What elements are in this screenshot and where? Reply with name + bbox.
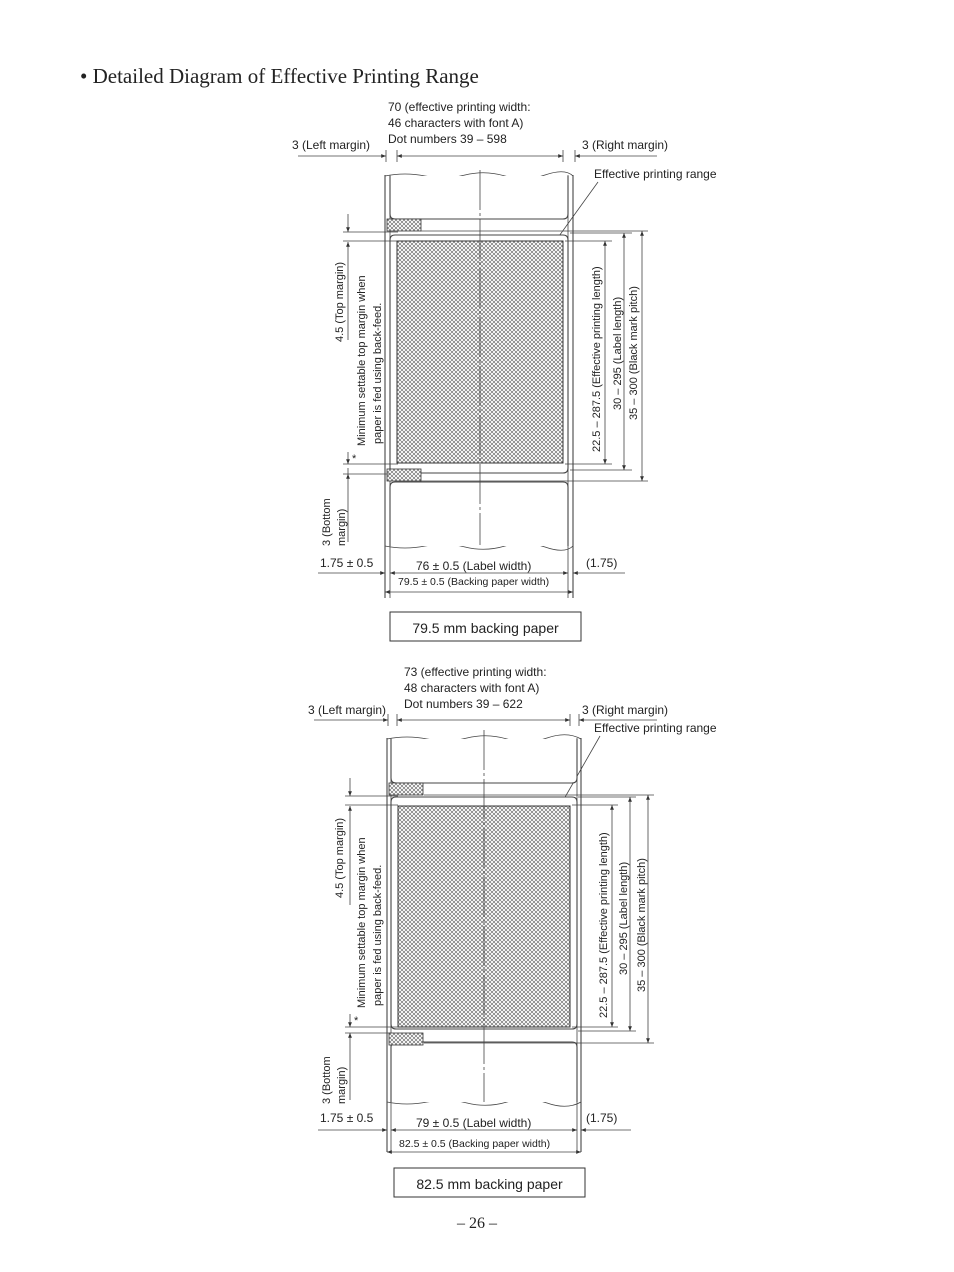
asterisk-mark: * xyxy=(354,1015,359,1027)
width-note-line-2: 46 characters with font A) xyxy=(388,116,524,130)
backing-paper-caption: 79.5 mm backing paper xyxy=(412,620,559,636)
left-margin-label: 3 (Left margin) xyxy=(292,138,371,152)
printing-range-diagram-82-5mm xyxy=(0,655,954,1205)
bottom-margin-line-2: margin) xyxy=(336,1066,348,1104)
asterisk-mark: * xyxy=(352,453,357,465)
width-note-line-3: Dot numbers 39 – 598 xyxy=(388,132,507,146)
effective-length-label: 22.5 – 287.5 (Effective printing length) xyxy=(598,832,610,1018)
effective-range-label: Effective printing range xyxy=(594,721,717,735)
bottom-margin-line-1: 3 (Bottom xyxy=(321,1056,333,1104)
backing-width-label: 82.5 ± 0.5 (Backing paper width) xyxy=(399,1138,551,1150)
label-width-label: 76 ± 0.5 (Label width) xyxy=(416,559,532,573)
top-margin-label: 4.5 (Top margin) xyxy=(334,817,346,898)
black-mark-bottom xyxy=(387,469,421,481)
bottom-margin-line-2: margin) xyxy=(336,508,348,546)
printing-range-diagram-79-5mm xyxy=(0,95,954,655)
left-offset-label: 1.75 ± 0.5 xyxy=(320,1111,374,1125)
label-length-label: 30 – 295 (Label length) xyxy=(612,296,624,410)
right-margin-label: 3 (Right margin) xyxy=(582,703,669,717)
right-offset-label: (1.75) xyxy=(586,1111,618,1125)
min-top-margin-line-2: paper is fed using back-feed. xyxy=(372,302,384,444)
mark-pitch-label: 35 – 300 (Black mark pitch) xyxy=(636,858,648,992)
label-width-label: 79 ± 0.5 (Label width) xyxy=(416,1116,532,1130)
page-title: • Detailed Diagram of Effective Printing Range xyxy=(80,64,479,88)
left-margin-label: 3 (Left margin) xyxy=(308,703,387,717)
label-length-label: 30 – 295 (Label length) xyxy=(618,861,630,975)
backing-width-label: 79.5 ± 0.5 (Backing paper width) xyxy=(398,576,550,588)
left-offset-label: 1.75 ± 0.5 xyxy=(320,556,374,570)
min-top-margin-line-1: Minimum settable top margin when xyxy=(356,275,368,446)
right-offset-label: (1.75) xyxy=(586,556,618,570)
black-mark-top xyxy=(389,783,423,795)
top-margin-label: 4.5 (Top margin) xyxy=(334,261,346,342)
effective-length-label: 22.5 – 287.5 (Effective printing length) xyxy=(591,266,603,452)
bottom-margin-line-1: 3 (Bottom xyxy=(321,498,333,546)
width-note-line-2: 48 characters with font A) xyxy=(404,681,540,695)
black-mark-top xyxy=(387,219,421,231)
right-margin-label: 3 (Right margin) xyxy=(582,138,669,152)
width-note-line-3: Dot numbers 39 – 622 xyxy=(404,697,523,711)
black-mark-bottom xyxy=(389,1033,423,1045)
page-number: – 26 – xyxy=(457,1215,497,1232)
width-note-line-1: 73 (effective printing width: xyxy=(404,665,547,679)
backing-paper-caption: 82.5 mm backing paper xyxy=(416,1176,563,1192)
effective-range-label: Effective printing range xyxy=(594,167,717,181)
mark-pitch-label: 35 – 300 (Black mark pitch) xyxy=(628,286,640,420)
min-top-margin-line-2: paper is fed using back-feed. xyxy=(372,864,384,1006)
width-note-line-1: 70 (effective printing width: xyxy=(388,100,531,114)
min-top-margin-line-1: Minimum settable top margin when xyxy=(356,837,368,1008)
